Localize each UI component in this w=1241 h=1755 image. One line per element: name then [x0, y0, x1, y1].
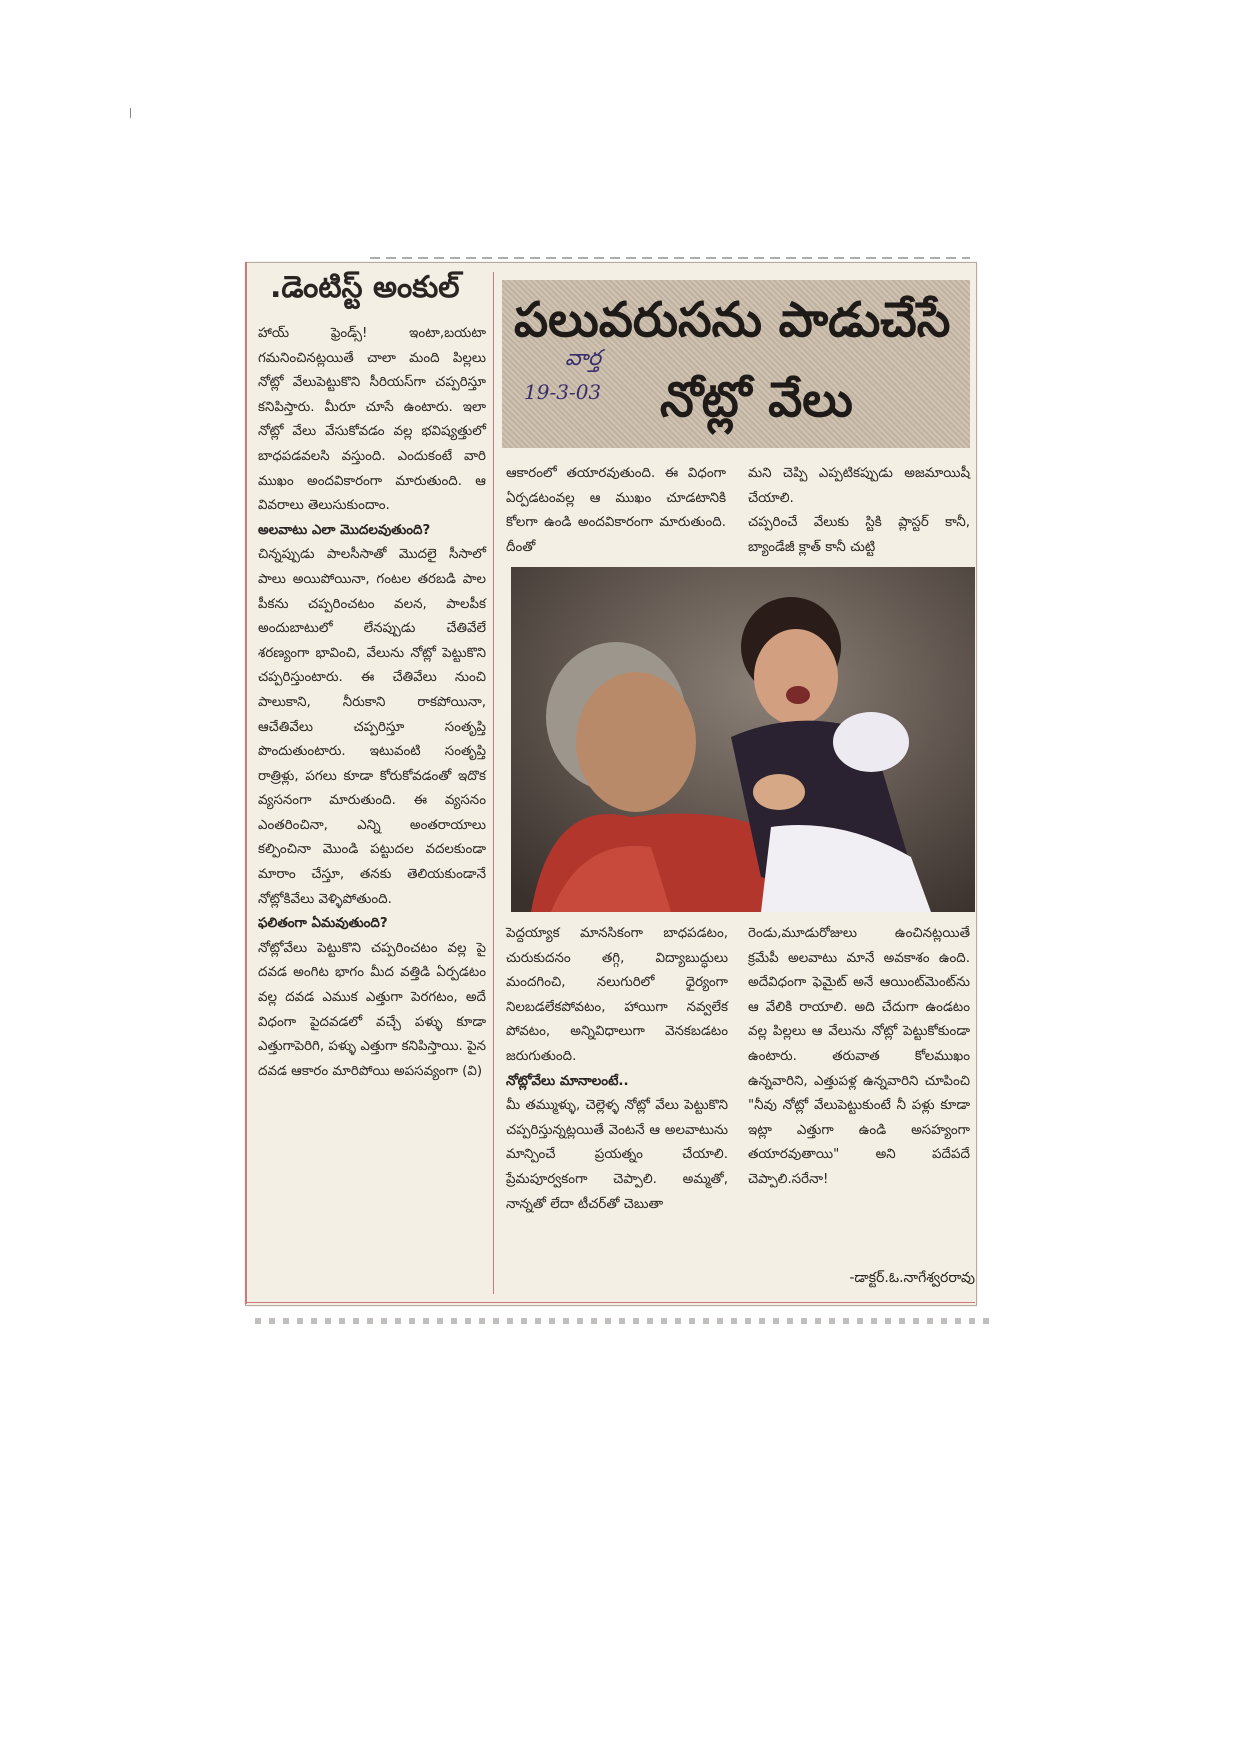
- subheading-habit-start: అలవాటు ఎలా మొదలవుతుంది?: [258, 522, 431, 538]
- subheading-result: ఫలితంగా ఏమవుతుంది?: [258, 916, 388, 932]
- headline-line-2: నోట్లో వేలు: [660, 372, 853, 428]
- stop-habit-paragraph: మీ తమ్ముళ్ళు, చెల్లెళ్ళ నోట్లో వేలు పెట్టుకొని చప్పరిస్తున్నట్లయితే వెంటనే ఆ అలవాటును మాన్పించే ప్రయత్నం చేయాలి. ప్రేమపూర్వకంగా చెప్పాలి. అమ్మతో, నాన్నతో లేదా టీచర్‌తో చెబుతా: [506, 1098, 728, 1212]
- ointment-paragraph: రెండు,మూడురోజులు ఉంచినట్లయితే క్రమేపీ అలవాటు మానే అవకాశం ఉంది. అదేవిధంగా ఫెమైట్ అనే ఆయింట్‌మెంట్‌ను ఆ వేలికి రాయాలి. అది చేదుగా ఉండటం వల్ల పిల్లలు ఆ వేలును నోట్లో పెట్టుకోకుండా ఉంటారు. తరువాత కోలముఖం ఉన్నవారిని, ఎత్తుపళ్ల ఉన్నవారిని చూపించి "నీవు నోట్లో వేలుపెట్టుకుంటే నీ పళ్లు కూడా ఇట్లా ఎత్తుగా ఉండి అసహ్యంగా తయారవుతాయి" అని పదేపదే చెప్పాలి.సరేనా!: [748, 926, 970, 1187]
- result-paragraph: నోట్లోవేలు పెట్టుకొని చప్పరించటం వల్ల పై దవడ అంగిట భాగం మీద వత్తిడి ఏర్పడటం వల్ల దవడ ఎముక ఎత్తుగా పెరగటం, అదే విధంగా పైదవడలో వచ్చే పళ్ళు కూడా ఎత్తుగాపెరిగి, పళ్ళు ఎత్తుగా కనిపిస్తాయి. పైన దవడ ఆకారం మారిపోయి అపసవ్యంగా (వి): [258, 940, 486, 1079]
- column-3-bottom: [748, 922, 970, 1193]
- photo-illustration: [511, 567, 975, 912]
- column-1: [258, 322, 486, 1084]
- handwritten-word: వార్త: [565, 346, 602, 371]
- article-photo: [511, 567, 975, 912]
- subheading-stop-habit: నోట్లోవేలు మానాలంటే..: [506, 1073, 629, 1089]
- top-divider: [370, 257, 970, 259]
- author-byline: -డాక్టర్.ఓ.నాగేశ్వరరావు: [849, 1270, 975, 1286]
- scan-noise: [255, 1318, 995, 1324]
- column-3-top: [748, 462, 970, 560]
- column-2-bottom: [506, 922, 728, 1217]
- column-rule: [493, 272, 494, 1294]
- scan-mark: [130, 108, 131, 118]
- supervise-paragraph: మని చెప్పి ఎప్పటికప్పుడు అజమాయిషీ చేయాలి.: [748, 466, 970, 506]
- left-border-rule: [245, 262, 247, 1304]
- column-2-top: [506, 462, 726, 560]
- plaster-paragraph: చప్పరించే వేలుకు స్టికి ప్లాస్టర్ కానీ, బ్యాండేజీ క్లాత్ కానీ చుట్టి: [748, 515, 970, 555]
- headline-line-1: పలువరుసను పాడుచేసే: [514, 292, 951, 348]
- handwritten-date: 19-3-03: [524, 380, 602, 404]
- section-title: .డెంటిస్ట్ అంకుల్: [270, 270, 460, 305]
- intro-paragraph: హాయ్ ఫ్రెండ్స్! ఇంటా,బయటా గమనించినట్లయితే చాలా మంది పిల్లలు నోట్లో వేలుపెట్టుకొని సీరియస్‌గా చప్పరిస్తూ కనిపిస్తారు. మీరూ చూసే ఉంటారు. ఇలా నోట్లో వేలు వేసుకోవడం వల్ల భవిష్యత్తులో బాధపడవలసి వస్తుంది. ఎందుకంటే వారి ముఖం అందవికారంగా మారుతుంది. ఆ వివరాలు తెలుసుకుందాం.: [258, 326, 486, 514]
- habit-paragraph: చిన్నప్పుడు పాలసీసాతో మొదలై సీసాలో పాలు అయిపోయినా, గంటల తరబడి పాల పీకను చప్పరించటం వలన, పాలపీక అందుబాటులో లేనప్పుడు చేతివేలే శరణ్యంగా భావించి, వేలును నోట్లో పెట్టుకొని చప్పరిస్తుంటారు. ఈ చేతివేలు నుంచి పాలుకాని, నీరుకాని రాకపోయినా, ఆచేతివేలు చప్పరిస్తూ సంతృప్తి పొందుతుంటారు. ఇటువంటి సంతృప్తి రాత్రిళ్లు, పగలు కూడా కోరుకోవడంతో ఇదొక వ్యసనంగా మారుతుంది. ఈ వ్యసనం ఎంతరించినా, ఎన్ని అంతరాయాలు కల్పించినా మొండి పట్టుదల వదలకుండా మారాం చేస్తూ, తనకు తెలియకుండానే నోట్లోకివేలు వెళ్ళిపోతుంది.: [258, 547, 486, 907]
- effects-paragraph: పెద్దయ్యాక మానసికంగా బాధపడటం, చురుకుదనం తగ్గి, విద్యాబుద్ధులు మందగించి, నలుగురిలో ధైర్యంగా నిలబడలేకపోవటం, హాయిగా నవ్వలేక పోవటం, అన్నివిధాలుగా వెనకబడటం జరుగుతుంది.: [506, 926, 728, 1064]
- shape-paragraph: ఆకారంలో తయారవుతుంది. ఈ విధంగా ఏర్పడటంవల్ల ఆ ముఖం చూడటానికి కోలగా ఉండి అందవికారంగా మారుతుంది. దీంతో: [506, 466, 726, 555]
- bottom-rule: [245, 1302, 975, 1303]
